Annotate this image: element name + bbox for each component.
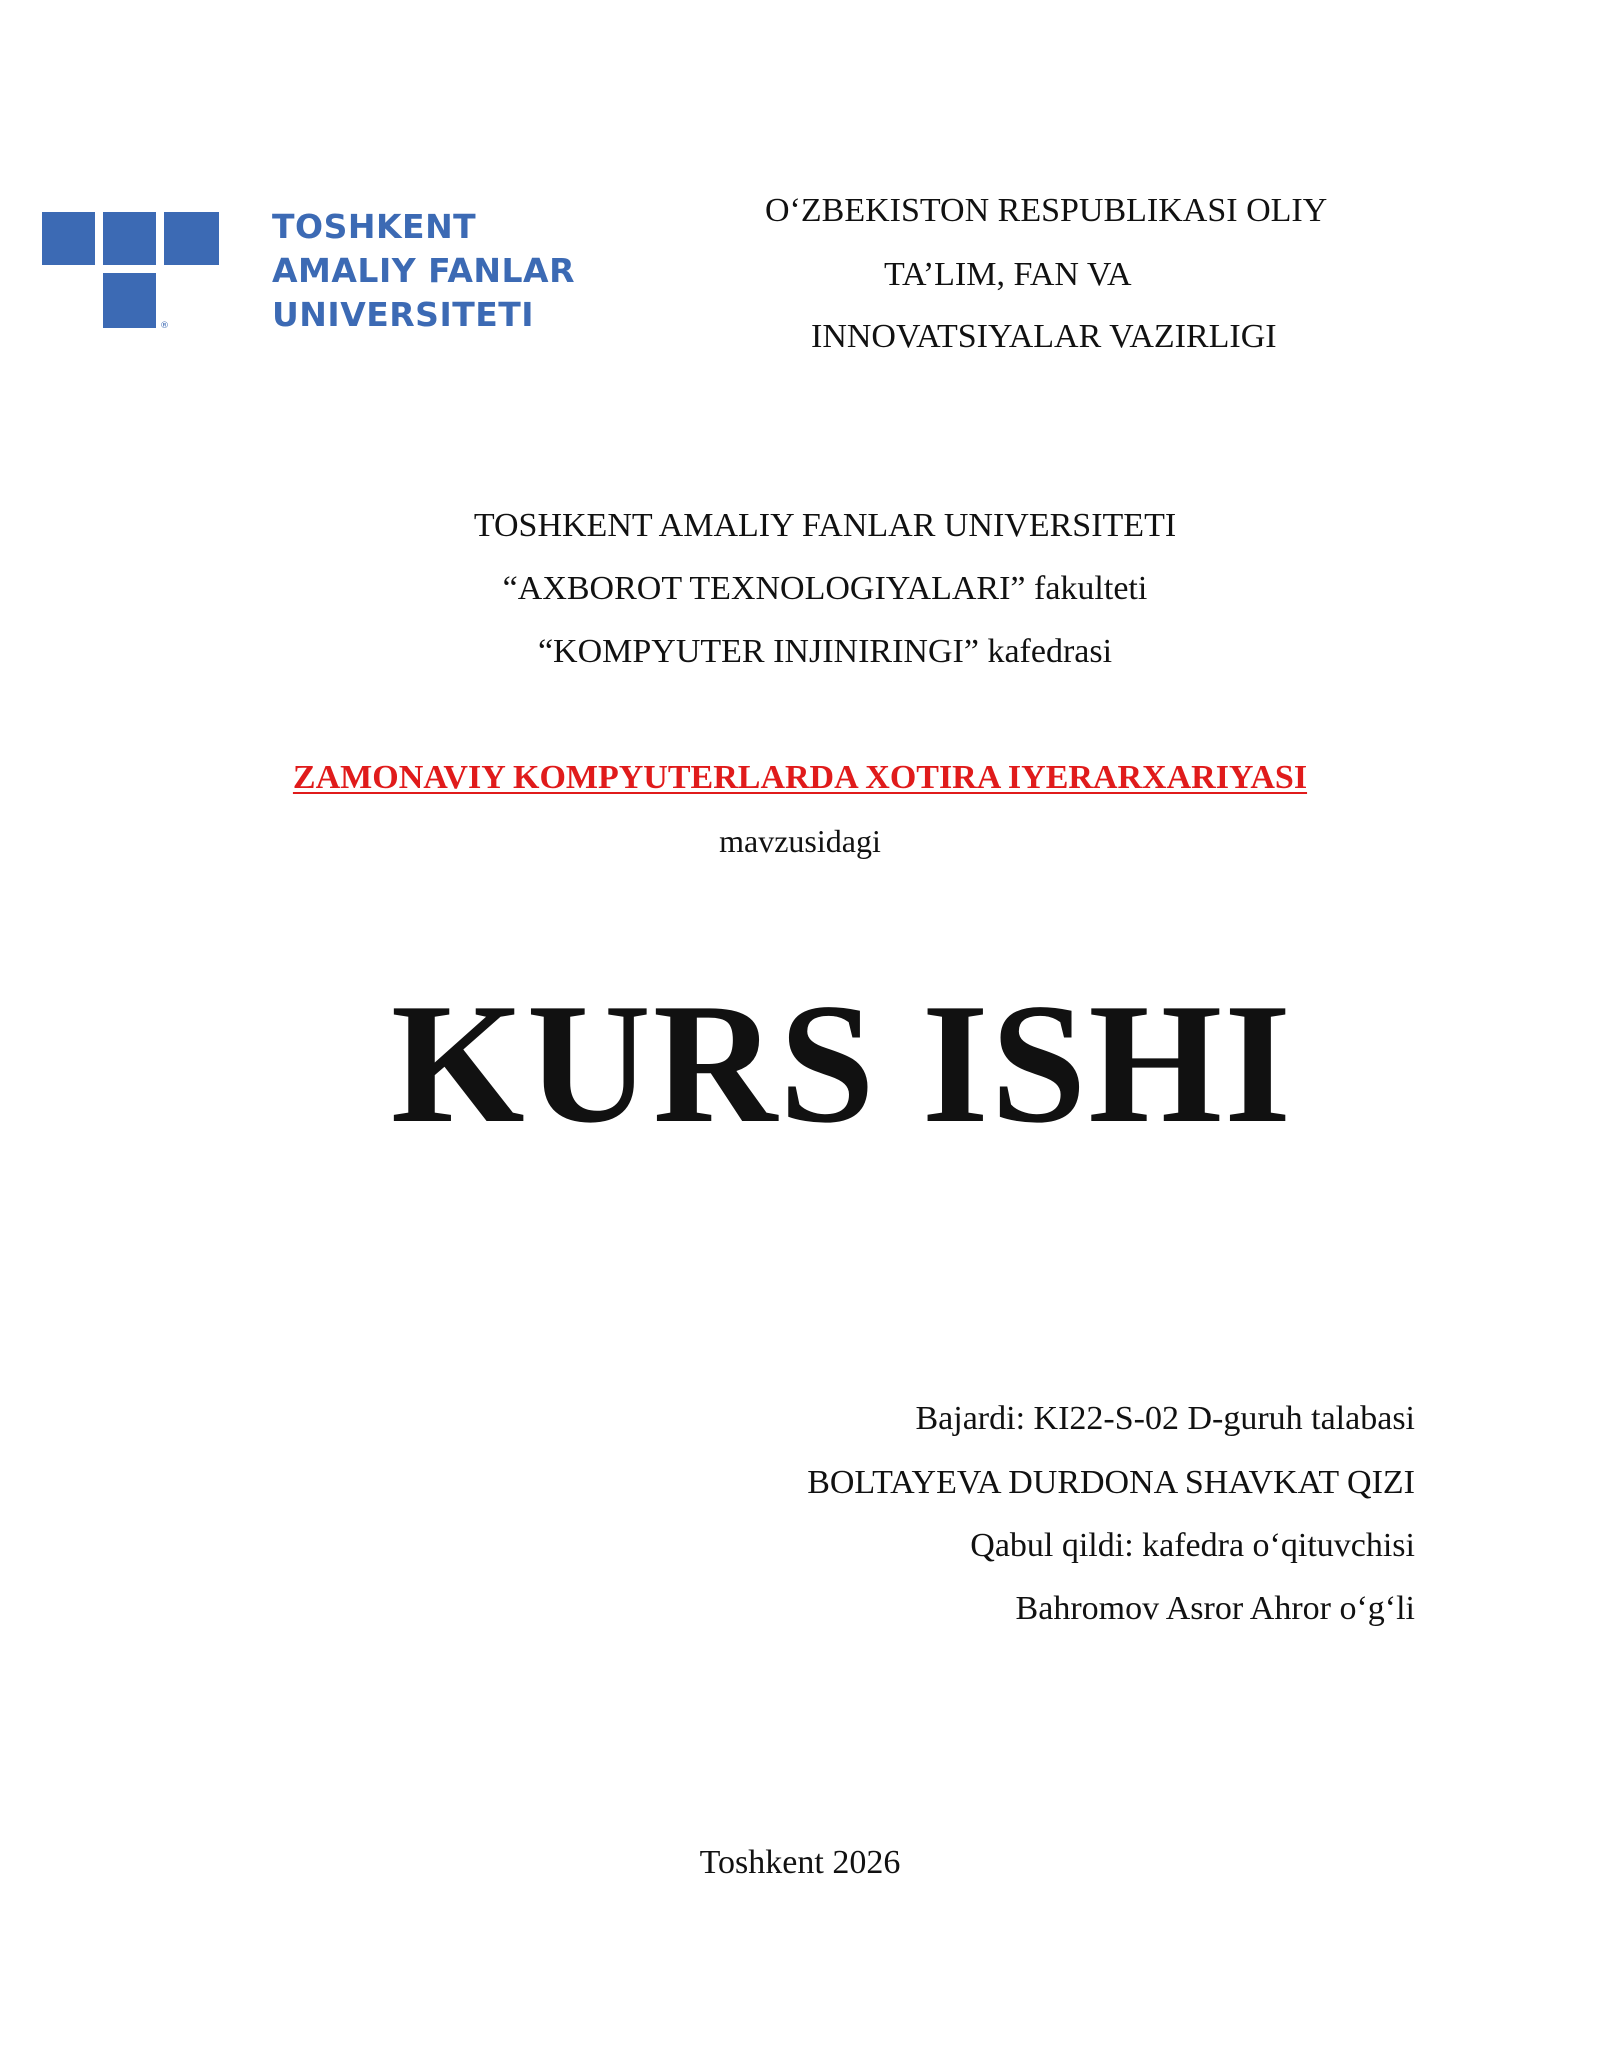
ministry-line-1: O‘ZBEKISTON RESPUBLIKASI OLIY [765,192,1328,229]
university-logo-squares-icon [40,210,270,335]
department-name: “KOMPYUTER INJINIRINGI” kafedrasi [537,633,1113,670]
ministry-line-3: INNOVATSIYALAR VAZIRLIGI [811,318,1277,355]
registered-mark: ® [160,321,169,331]
performed-by: Bajardi: KI22-S-02 D-guruh talabasi [915,1400,1415,1437]
accepted-by: Qabul qildi: kafedra o‘qituvchisi [970,1527,1415,1564]
topic-title: ZAMONAVIY KOMPYUTERLARDA XOTIRA IYERARXARIYASI [292,759,1308,796]
faculty-name: “AXBOROT TEXNOLOGIYALARI” fakulteti [502,570,1148,607]
logo-text-line-1: TOSHKENT [272,207,477,246]
teacher-name: Bahromov Asror Ahror o‘g‘li [1015,1590,1415,1627]
logo-text-line-2: AMALIY FANLAR [272,251,576,290]
ministry-line-2: TA’LIM, FAN VA [884,256,1132,293]
topic-suffix: mavzusidagi [719,823,881,859]
university-name: TOSHKENT AMALIY FANLAR UNIVERSITETI [473,507,1177,544]
document-title: KURS ISHI [390,969,1294,1159]
place-year: Toshkent 2026 [699,1844,901,1881]
university-logo [40,207,600,335]
logo-text-line-3: UNIVERSITETI [272,295,535,334]
student-name: BOLTAYEVA DURDONA SHAVKAT QIZI [807,1464,1415,1501]
